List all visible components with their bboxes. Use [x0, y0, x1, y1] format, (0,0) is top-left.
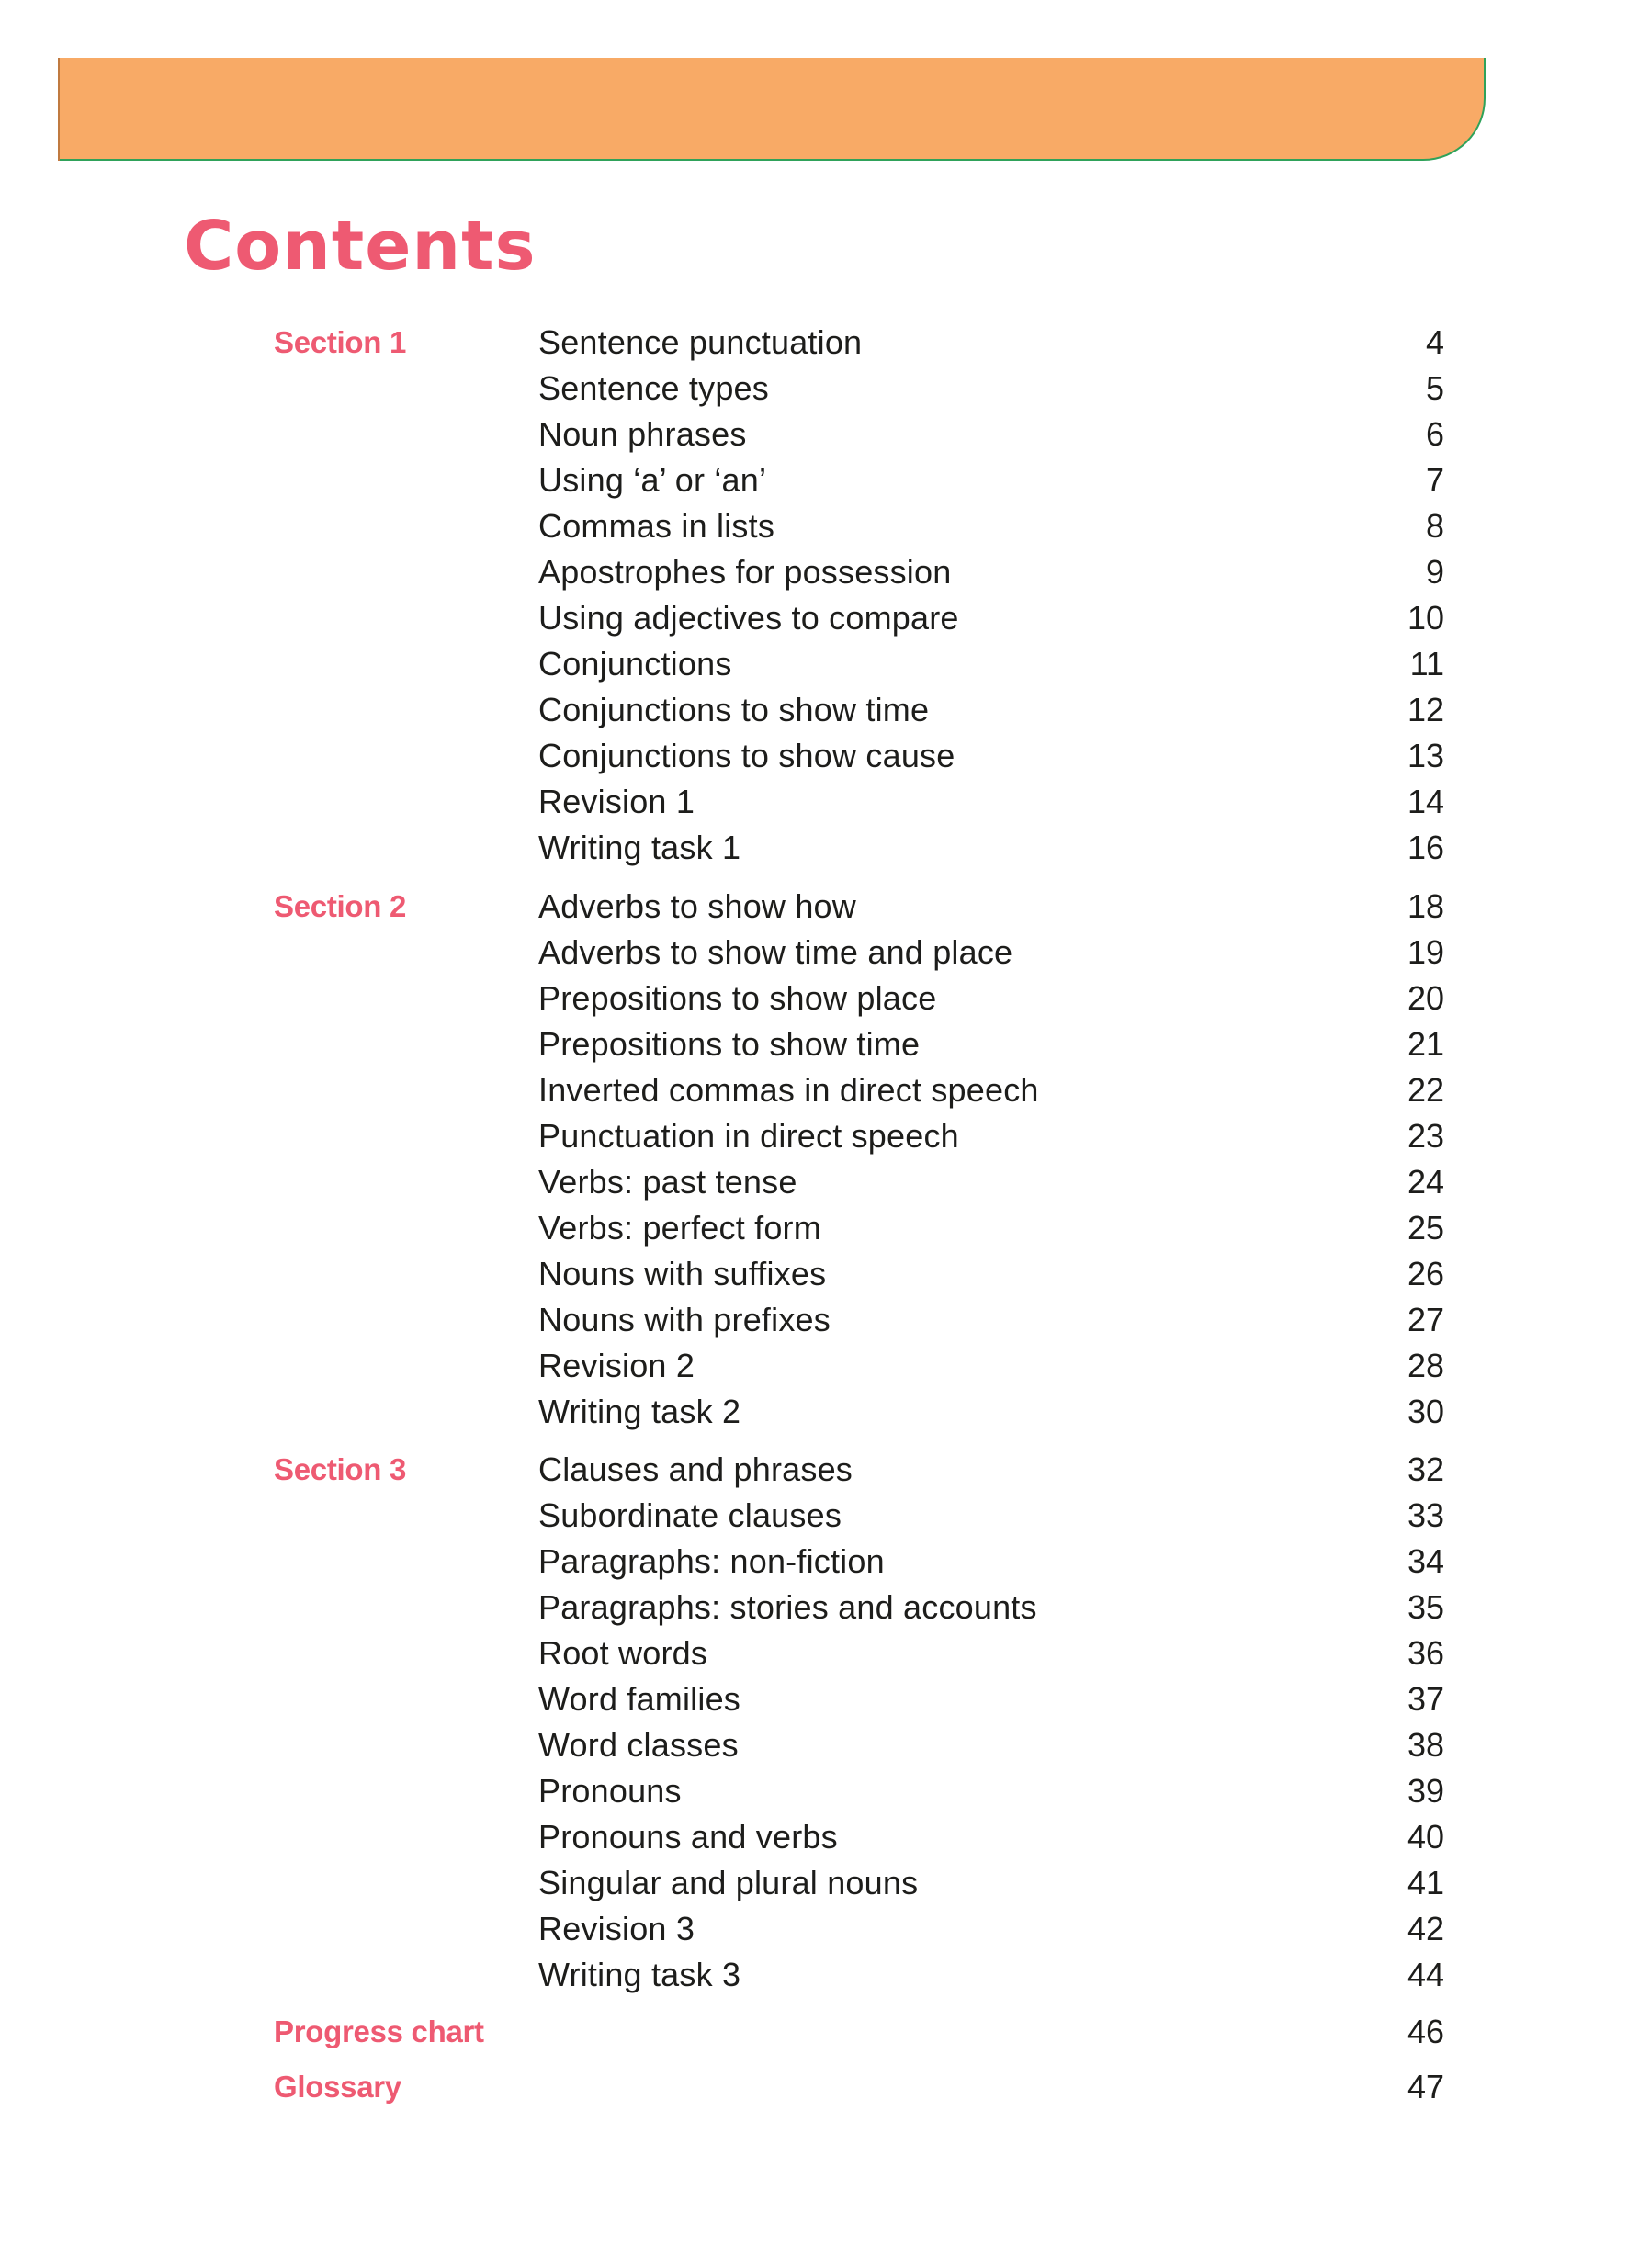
toc-item-title[interactable]: Using ‘a’ or ‘an’: [538, 461, 767, 499]
toc-row[interactable]: [0, 1447, 1639, 1493]
toc-page-number: 35: [1407, 1588, 1444, 1626]
toc-row[interactable]: [0, 457, 1639, 503]
toc-item-title[interactable]: Verbs: perfect form: [538, 1209, 821, 1247]
toc-item-title[interactable]: Singular and plural nouns: [538, 1864, 919, 1901]
toc-row[interactable]: [0, 1067, 1639, 1113]
toc-item-title[interactable]: Pronouns: [538, 1772, 682, 1810]
toc-row[interactable]: [0, 825, 1639, 871]
toc-page-number: 36: [1407, 1634, 1444, 1672]
toc-item-title[interactable]: Punctuation in direct speech: [538, 1117, 959, 1155]
toc-page-number: 18: [1407, 887, 1444, 925]
toc-page-number: 40: [1407, 1818, 1444, 1856]
toc-row[interactable]: [0, 1630, 1639, 1676]
toc-row-glossary[interactable]: [0, 2064, 1639, 2110]
toc-page-number: 44: [1407, 1956, 1444, 1993]
toc-row[interactable]: [0, 1952, 1639, 1998]
toc-page-number: 9: [1425, 553, 1444, 591]
toc-row[interactable]: [0, 503, 1639, 549]
toc-row[interactable]: [0, 884, 1639, 930]
section-label: Section 2: [274, 889, 407, 923]
toc-item-title[interactable]: Nouns with prefixes: [538, 1301, 831, 1338]
toc-row[interactable]: [0, 779, 1639, 825]
toc-page-number: 37: [1407, 1680, 1444, 1718]
toc-page-number: 11: [1409, 645, 1444, 683]
toc-item-title[interactable]: Revision 3: [538, 1910, 695, 1947]
toc-row[interactable]: [0, 595, 1639, 641]
toc-row[interactable]: [0, 687, 1639, 733]
toc-page-number: 26: [1407, 1255, 1444, 1292]
toc-item-title[interactable]: Prepositions to show place: [538, 979, 937, 1017]
header-banner: [58, 58, 1486, 161]
toc-page-number: 20: [1407, 979, 1444, 1017]
toc-page-number: 12: [1407, 691, 1444, 728]
progress-chart-label[interactable]: Progress chart: [274, 2014, 484, 2048]
toc-page-number: 10: [1407, 599, 1444, 637]
toc-row[interactable]: [0, 1021, 1639, 1067]
toc-row[interactable]: [0, 976, 1639, 1021]
toc-item-title[interactable]: Pronouns and verbs: [538, 1818, 838, 1856]
toc-item-title[interactable]: Verbs: past tense: [538, 1163, 797, 1201]
toc-item-title[interactable]: Subordinate clauses: [538, 1496, 842, 1534]
toc-row[interactable]: [0, 1676, 1639, 1722]
section-label: Section 1: [274, 325, 407, 359]
toc-item-title[interactable]: Paragraphs: non-fiction: [538, 1542, 885, 1580]
toc-item-title[interactable]: Using adjectives to compare: [538, 599, 959, 637]
toc-item-title[interactable]: Adverbs to show how: [538, 887, 856, 925]
toc-item-title[interactable]: Revision 1: [538, 783, 695, 820]
toc-item-title[interactable]: Apostrophes for possession: [538, 553, 952, 591]
toc-page-number: 8: [1425, 507, 1444, 545]
toc-item-title[interactable]: Noun phrases: [538, 415, 747, 453]
toc-page-number: 32: [1407, 1450, 1444, 1488]
toc-page-number: 5: [1425, 369, 1444, 407]
toc-row[interactable]: [0, 1585, 1639, 1630]
toc-row[interactable]: [0, 930, 1639, 976]
toc-item-title[interactable]: Adverbs to show time and place: [538, 933, 1013, 971]
toc-page-number: 6: [1425, 415, 1444, 453]
banner-left-edge: [58, 58, 60, 161]
toc-row[interactable]: [0, 641, 1639, 687]
toc-item-title[interactable]: Inverted commas in direct speech: [538, 1071, 1039, 1109]
page-title: Contents: [184, 207, 537, 286]
toc-page-number: 19: [1407, 933, 1444, 971]
toc-row[interactable]: [0, 366, 1639, 412]
toc-row[interactable]: [0, 1814, 1639, 1860]
toc-row[interactable]: [0, 412, 1639, 457]
toc-row[interactable]: [0, 1860, 1639, 1906]
toc-item-title[interactable]: Clauses and phrases: [538, 1450, 853, 1488]
toc-page-number: 16: [1407, 829, 1444, 866]
toc-page-number: 46: [1407, 2013, 1444, 2050]
toc-page-number: 33: [1407, 1496, 1444, 1534]
toc-item-title[interactable]: Conjunctions: [538, 645, 732, 683]
toc-item-title[interactable]: Paragraphs: stories and accounts: [538, 1588, 1037, 1626]
toc-page-number: 42: [1407, 1910, 1444, 1947]
toc-row-progress-chart[interactable]: [0, 2009, 1639, 2055]
toc-page-number: 21: [1407, 1025, 1444, 1063]
toc-page-number: 28: [1407, 1347, 1444, 1384]
toc-page-number: 23: [1407, 1117, 1444, 1155]
toc-item-title[interactable]: Prepositions to show time: [538, 1025, 921, 1063]
toc-item-title[interactable]: Nouns with suffixes: [538, 1255, 827, 1292]
toc-item-title[interactable]: Word families: [538, 1680, 740, 1718]
toc-row[interactable]: [0, 1768, 1639, 1814]
toc-page-number: 14: [1407, 783, 1444, 820]
toc-page-number: 4: [1425, 323, 1444, 361]
toc-row[interactable]: [0, 1722, 1639, 1768]
toc-page-number: 34: [1407, 1542, 1444, 1580]
toc-row[interactable]: [0, 1297, 1639, 1343]
toc-page-number: 38: [1407, 1726, 1444, 1764]
toc-item-title[interactable]: Root words: [538, 1634, 708, 1672]
toc-row[interactable]: [0, 1493, 1639, 1539]
toc-item-title[interactable]: Conjunctions to show cause: [538, 737, 955, 774]
toc-page-number: 22: [1407, 1071, 1444, 1109]
toc-item-title[interactable]: Writing task 1: [538, 829, 741, 866]
toc-page-number: 25: [1407, 1209, 1444, 1247]
toc-item-title[interactable]: Conjunctions to show time: [538, 691, 930, 728]
toc-item-title[interactable]: Sentence types: [538, 369, 769, 407]
toc-row[interactable]: [0, 1539, 1639, 1585]
toc-row[interactable]: [0, 1389, 1639, 1435]
toc-row[interactable]: [0, 733, 1639, 779]
toc-item-title[interactable]: Writing task 2: [538, 1393, 741, 1430]
toc-page-number: 27: [1407, 1301, 1444, 1338]
toc-row[interactable]: [0, 549, 1639, 595]
toc-item-title[interactable]: Sentence punctuation: [538, 323, 863, 361]
toc-row[interactable]: [0, 320, 1639, 366]
toc-row[interactable]: [0, 1113, 1639, 1159]
glossary-label[interactable]: Glossary: [274, 2070, 401, 2104]
toc-row[interactable]: [0, 1343, 1639, 1389]
toc-page-number: 24: [1407, 1163, 1444, 1201]
toc-row[interactable]: [0, 1159, 1639, 1205]
toc-item-title[interactable]: Revision 2: [538, 1347, 695, 1384]
toc-page-number: 41: [1407, 1864, 1444, 1901]
toc-item-title[interactable]: Word classes: [538, 1726, 739, 1764]
toc-row[interactable]: [0, 1205, 1639, 1251]
toc-item-title[interactable]: Commas in lists: [538, 507, 775, 545]
toc-page-number: 47: [1407, 2068, 1444, 2105]
toc-row[interactable]: [0, 1251, 1639, 1297]
toc-page-number: 39: [1407, 1772, 1444, 1810]
toc-row[interactable]: [0, 1906, 1639, 1952]
toc-page-number: 30: [1407, 1393, 1444, 1430]
toc-item-title[interactable]: Writing task 3: [538, 1956, 741, 1993]
toc-page-number: 7: [1425, 461, 1444, 499]
section-label: Section 3: [274, 1452, 407, 1486]
toc-page-number: 13: [1407, 737, 1444, 774]
